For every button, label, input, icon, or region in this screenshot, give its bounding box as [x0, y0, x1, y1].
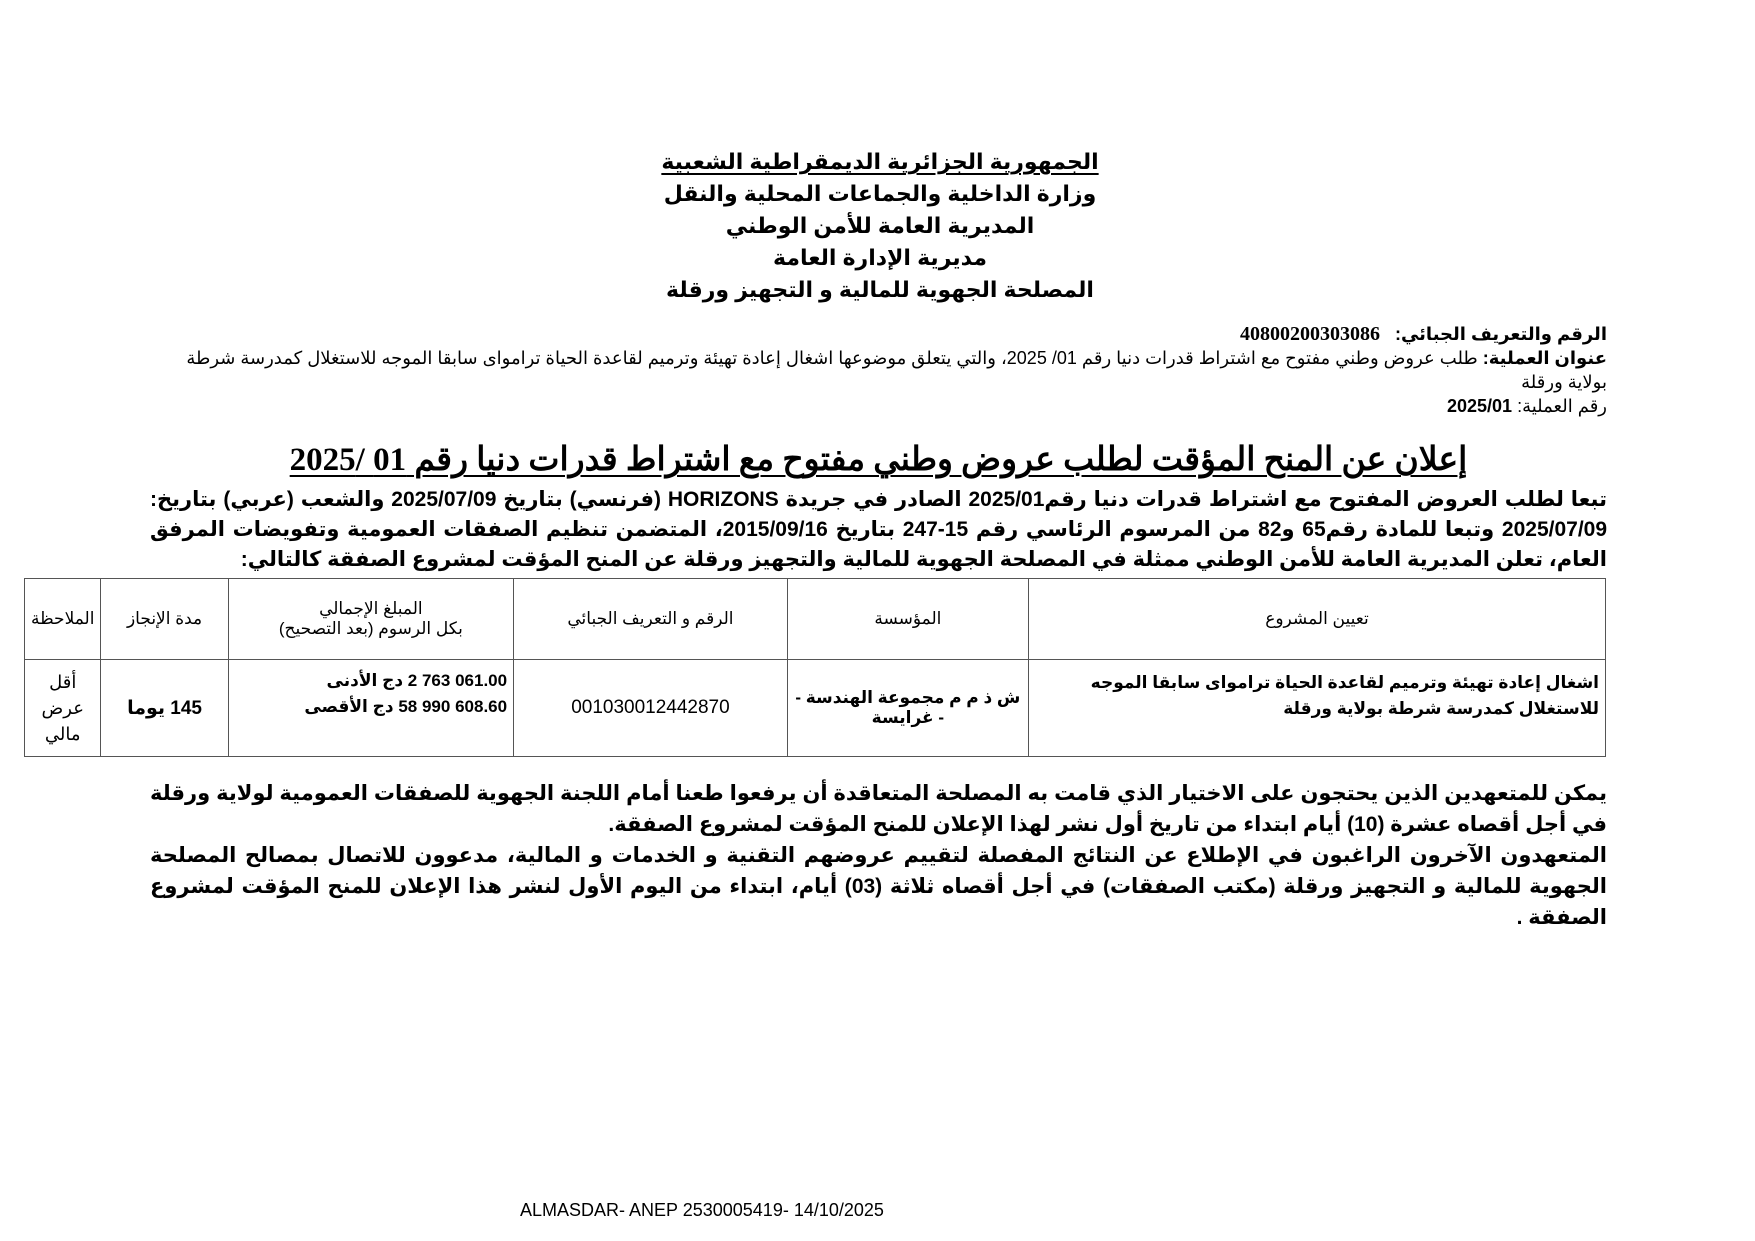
operation-number-label: رقم العملية: — [1517, 396, 1607, 416]
intro-paragraph: تبعا لطلب العروض المفتوح مع اشتراط قدرات دنيا رقم2025/01 الصادر في جريدة HORIZONS (فرنسي) بتاريخ 2025/07/09 والشعب (عربي) بتاريخ: 2025/07/09 وتبعا للمادة رقم65 و82 من المرسوم الرئاسي رقم 15-247 بتاريخ 2015/09/16، المتضمن تنظيم الصفقات العمومية وتفويضات المرفق العام، تعلن المديرية العامة للأمن الوطني ممثلة في المصلحة الجهوية للمالية والتجهيز ورقلة عن المنح المؤقت لمشروع الصفقة كالتالي: — [150, 488, 1608, 571]
announcement-title-text: إعلان عن المنح المؤقت لطلب عروض وطني مفتوح مع اشتراط قدرات دنيا رقم 01 /2025 — [289, 442, 1468, 478]
col-amount-line1: المبلغ الإجمالي — [319, 599, 423, 618]
header-admin-directorate: مديرية الإدارة العامة — [773, 245, 987, 270]
cell-amount — [228, 660, 513, 757]
cell-project: اشغال إعادة تهيئة وترميم لقاعدة الحياة تراموای سابقا الموجه للاستغلال كمدرسة شرطة بولاية ورقلة — [1028, 660, 1605, 757]
cell-tax-id: 001030012442870 — [514, 660, 788, 757]
col-amount-line2: بكل الرسوم (بعد التصحيح) — [278, 619, 463, 638]
publication-footer: ALMASDAR- ANEP 2530005419- 14/10/2025 — [520, 1200, 884, 1220]
cell-note: أقل عرض مالي — [25, 660, 101, 757]
operation-number-line — [150, 394, 1607, 418]
amount-min: 061.00 763 2 دج الأدنى — [326, 671, 508, 690]
table-row — [25, 660, 1606, 757]
tax-id-line — [150, 322, 1607, 346]
closing-paragraphs — [150, 778, 1607, 933]
operation-title-line — [150, 346, 1607, 394]
col-amount — [228, 579, 513, 660]
tax-id-label: الرقم والتعريف الجبائي: — [1394, 324, 1607, 344]
col-note: الملاحظة — [25, 579, 101, 660]
col-duration: مدة الإنجاز — [101, 579, 228, 660]
operation-title-label: عنوان العملية: — [1482, 348, 1607, 368]
header-regional-service: المصلحة الجهوية للمالية و التجهيز ورقلة — [666, 277, 1094, 302]
tax-id-value: 40800200303086 — [1239, 323, 1380, 345]
award-table — [24, 578, 1606, 757]
header-republic: الجمهورية الجزائرية الديمقراطية الشعبية — [661, 149, 1099, 174]
header-directorate-general: المديرية العامة للأمن الوطني — [725, 213, 1035, 238]
announcement-title — [150, 440, 1607, 480]
amount-max: 608.60 990 58 دج الأقصى — [304, 697, 508, 716]
operation-meta — [150, 322, 1607, 418]
col-tax-id: الرقم و التعريف الجبائي — [514, 579, 788, 660]
col-company: المؤسسة — [787, 579, 1028, 660]
cell-duration: 145 يوما — [101, 660, 228, 757]
document-header — [600, 146, 1160, 306]
results-paragraph: المتعهدون الآخرون الراغبون في الإطلاع عن النتائج المفصلة لتقييم عروضهم التقنية و الخدمات و المالية، مدعوون للاتصال بمصالح المصلحة الجهوية للمالية و التجهيز ورقلة (مكتب الصفقات) في أجل أقصاه ثلاثة (03) أيام، ابتداء من اليوم الأول لنشر هذا الإعلان للمنح المؤقت لمشروع الصفقة . — [150, 844, 1607, 929]
col-project: تعيين المشروع — [1028, 579, 1605, 660]
table-header-row — [25, 579, 1606, 660]
operation-number-value: 2025/01 — [1447, 396, 1513, 416]
operation-title-value: طلب عروض وطني مفتوح مع اشتراط قدرات دنيا رقم 01/ 2025، والتي يتعلق موضوعها اشغال إعادة تهيئة وترميم لقاعدة الحياة تراموای سابقا الموجه للاستغلال كمدرسة شرطة بولاية ورقلة — [186, 348, 1607, 392]
appeal-paragraph: يمكن للمتعهدين الذين يحتجون على الاختيار الذي قامت به المصلحة المتعاقدة أن يرفعوا طعنا أمام اللجنة الجهوية للصفقات العمومية لولاية ورقلة في أجل أقصاه عشرة (10) أيام ابتداء من تاريخ أول نشر لهذا الإعلان للمنح المؤقت لمشروع الصفقة. — [150, 782, 1607, 836]
cell-company: ش ذ م م مجموعة الهندسة - - غرايسة — [787, 660, 1028, 757]
header-ministry: وزارة الداخلية والجماعات المحلية والنقل — [663, 181, 1097, 206]
